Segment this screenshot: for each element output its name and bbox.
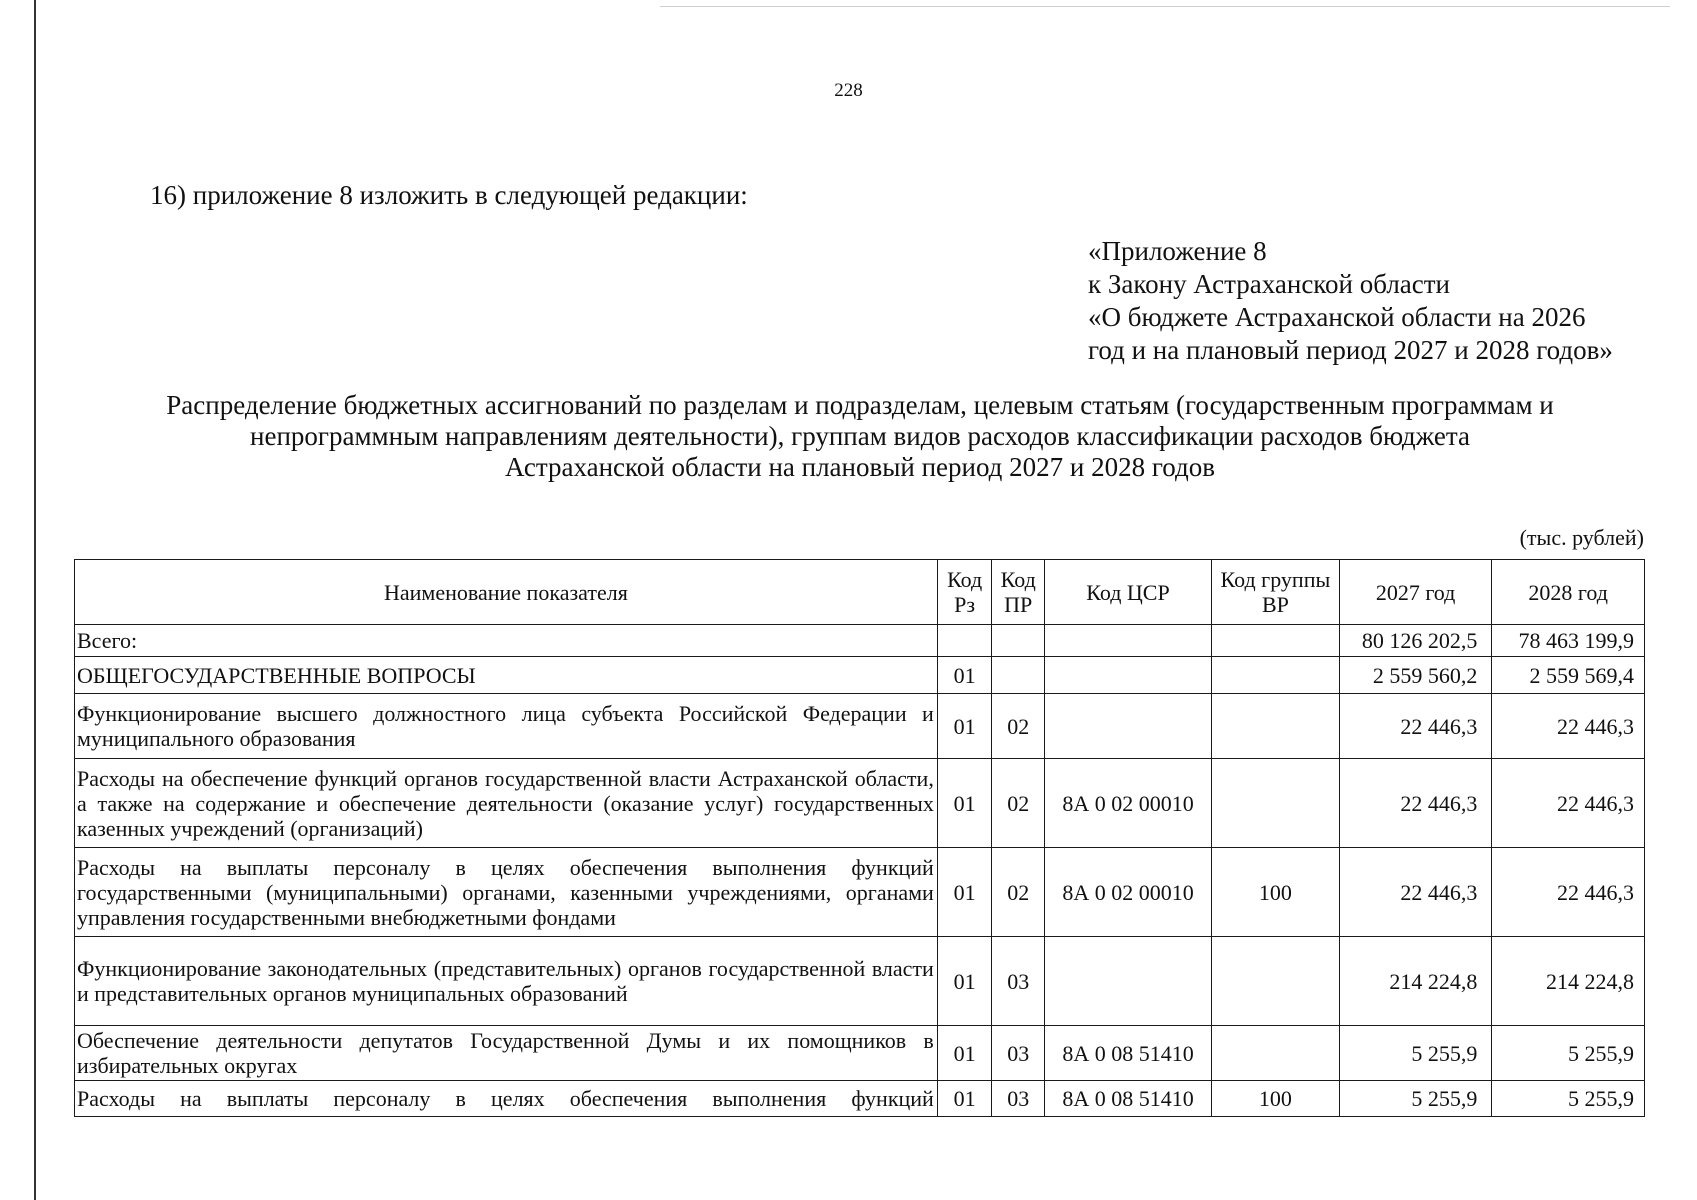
annex-line: год и на плановый период 2027 и 2028 годов» — [1088, 335, 1613, 365]
row-name: Обеспечение деятельности депутатов Государственной Думы и их помощников в избирательных округах — [75, 1026, 938, 1081]
annex-line: к Закону Астраханской области — [1088, 269, 1451, 299]
row-rz: 01 — [937, 759, 992, 848]
row-pr: 02 — [992, 694, 1045, 759]
header-rz: Код Рз — [937, 560, 992, 625]
document-title — [120, 390, 1600, 483]
row-vr — [1212, 759, 1340, 848]
row-2027: 214 224,8 — [1339, 937, 1492, 1026]
row-2027: 22 446,3 — [1339, 848, 1492, 937]
row-2028: 5 255,9 — [1492, 1081, 1645, 1117]
header-pr: Код ПР — [992, 560, 1045, 625]
row-name: Всего: — [75, 625, 938, 657]
row-csr: 8А 0 02 00010 — [1045, 759, 1212, 848]
row-2027: 22 446,3 — [1339, 759, 1492, 848]
row-2027: 5 255,9 — [1339, 1026, 1492, 1081]
row-vr — [1212, 937, 1340, 1026]
row-pr: 03 — [992, 1081, 1045, 1117]
row-name: Функционирование законодательных (представительных) органов государственной власти и представительных органов муниципальных образований — [75, 937, 938, 1026]
row-vr — [1212, 657, 1340, 694]
row-csr — [1045, 694, 1212, 759]
row-rz: 01 — [937, 1026, 992, 1081]
table-row — [75, 1026, 1645, 1081]
budget-table — [74, 559, 1645, 1117]
row-2027: 22 446,3 — [1339, 694, 1492, 759]
amendment-instruction: 16) приложение 8 изложить в следующей редакции: — [150, 180, 748, 210]
page-number: 228 — [834, 80, 863, 101]
row-rz: 01 — [937, 1081, 992, 1117]
scan-top-edge — [660, 6, 1670, 7]
row-csr: 8А 0 08 51410 — [1045, 1026, 1212, 1081]
row-pr — [992, 657, 1045, 694]
row-name: Расходы на обеспечение функций органов государственной власти Астраханской области, а также на содержание и обеспечение деятельности (оказание услуг) государственных казенных учреждений (организаций) — [75, 759, 938, 848]
row-2028: 22 446,3 — [1492, 759, 1645, 848]
row-name-text: Расходы на выплаты персоналу в целях обеспечения выполнения функций — [77, 1086, 934, 1111]
row-2028: 22 446,3 — [1492, 848, 1645, 937]
row-rz: 01 — [937, 848, 992, 937]
row-vr — [1212, 1026, 1340, 1081]
row-pr — [992, 625, 1045, 657]
row-rz: 01 — [937, 694, 992, 759]
row-2027: 2 559 560,2 — [1339, 657, 1492, 694]
table-header-row — [75, 560, 1645, 625]
row-name — [75, 1081, 938, 1117]
units-note: (тыс. рублей) — [1519, 525, 1644, 550]
row-rz — [937, 625, 992, 657]
header-csr: Код ЦСР — [1045, 560, 1212, 625]
row-pr: 03 — [992, 937, 1045, 1026]
row-csr: 8А 0 08 51410 — [1045, 1081, 1212, 1117]
row-2028: 22 446,3 — [1492, 694, 1645, 759]
row-name: Функционирование высшего должностного лица субъекта Российской Федерации и муниципального образования — [75, 694, 938, 759]
row-vr — [1212, 694, 1340, 759]
scan-border-line — [34, 0, 36, 1200]
table-row — [75, 937, 1645, 1026]
annex-line: «Приложение 8 — [1088, 236, 1267, 266]
header-2027: 2027 год — [1339, 560, 1492, 625]
table-row — [75, 848, 1645, 937]
row-name: Расходы на выплаты персоналу в целях обеспечения выполнения функций государственными (муниципальными) органами, казенными учреждениями, органами управления государственными внебюджетными фондами — [75, 848, 938, 937]
row-pr: 02 — [992, 759, 1045, 848]
title-line: Астраханской области на плановый период 2027 и 2028 годов — [505, 452, 1215, 482]
annex-reference — [1088, 235, 1613, 367]
header-name: Наименование показателя — [75, 560, 938, 625]
title-line: Распределение бюджетных ассигнований по разделам и подразделам, целевым статьям (государственным программам и — [166, 390, 1554, 420]
row-2028: 2 559 569,4 — [1492, 657, 1645, 694]
row-vr — [1212, 625, 1340, 657]
table-row — [75, 1081, 1645, 1117]
row-name: ОБЩЕГОСУДАРСТВЕННЫЕ ВОПРОСЫ — [75, 657, 938, 694]
row-csr — [1045, 625, 1212, 657]
row-pr: 02 — [992, 848, 1045, 937]
row-2028: 5 255,9 — [1492, 1026, 1645, 1081]
row-vr: 100 — [1212, 848, 1340, 937]
header-vr: Код группы ВР — [1212, 560, 1340, 625]
title-line: непрограммным направлениям деятельности), группам видов расходов классификации расходов бюджета — [250, 421, 1470, 451]
row-pr: 03 — [992, 1026, 1045, 1081]
row-csr — [1045, 657, 1212, 694]
table-row — [75, 657, 1645, 694]
annex-line: «О бюджете Астраханской области на 2026 — [1088, 302, 1586, 332]
row-rz: 01 — [937, 937, 992, 1026]
table-row — [75, 759, 1645, 848]
table-row — [75, 694, 1645, 759]
row-csr — [1045, 937, 1212, 1026]
table-row — [75, 625, 1645, 657]
header-2028: 2028 год — [1492, 560, 1645, 625]
row-2027: 5 255,9 — [1339, 1081, 1492, 1117]
row-2028: 214 224,8 — [1492, 937, 1645, 1026]
row-2027: 80 126 202,5 — [1339, 625, 1492, 657]
row-vr: 100 — [1212, 1081, 1340, 1117]
row-rz: 01 — [937, 657, 992, 694]
row-2028: 78 463 199,9 — [1492, 625, 1645, 657]
row-csr: 8А 0 02 00010 — [1045, 848, 1212, 937]
